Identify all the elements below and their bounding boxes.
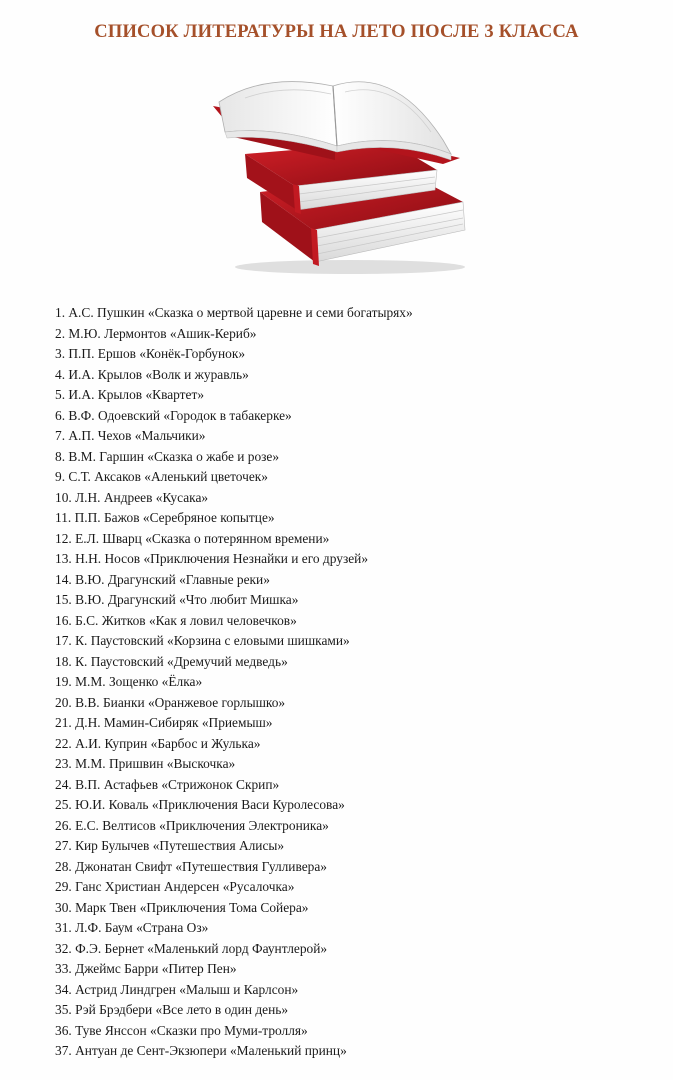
list-item: 20. В.В. Бианки «Оранжевое горлышко» bbox=[55, 694, 286, 710]
list-item: 26. Е.С. Велтисов «Приключения Электроника» bbox=[55, 817, 329, 833]
list-item: 32. Ф.Э. Бернет «Маленький лорд Фаунтлерой» bbox=[55, 940, 328, 956]
page-title: СПИСОК ЛИТЕРАТУРЫ НА ЛЕТО ПОСЛЕ 3 КЛАССА bbox=[94, 22, 579, 42]
list-item: 10. Л.Н. Андреев «Кусака» bbox=[55, 489, 209, 505]
list-item: 28. Джонатан Свифт «Путешествия Гулливера» bbox=[55, 858, 327, 874]
list-item: 8. В.М. Гаршин «Сказка о жабе и розе» bbox=[55, 448, 280, 464]
list-item: 35. Рэй Брэдбери «Все лето в один день» bbox=[55, 1002, 289, 1017]
literature-list bbox=[55, 303, 413, 1062]
stack-of-books-icon bbox=[205, 62, 475, 277]
list-item: 27. Кир Булычев «Путешествия Алисы» bbox=[55, 838, 285, 853]
list-item: 29. Ганс Христиан Андерсен «Русалочка» bbox=[55, 879, 295, 894]
list-item: 9. С.Т. Аксаков «Аленький цветочек» bbox=[55, 469, 268, 484]
list-item: 30. Марк Твен «Приключения Тома Сойера» bbox=[55, 899, 309, 915]
list-item: 16. Б.С. Житков «Как я ловил человечков» bbox=[55, 612, 297, 628]
list-item: 34. Астрид Линдгрен «Малыш и Карлсон» bbox=[55, 981, 299, 997]
list-item: 3. П.П. Ершов «Конёк-Горбунок» bbox=[55, 346, 246, 361]
list-item: 5. И.А. Крылов «Квартет» bbox=[55, 387, 205, 402]
list-item: 1. А.С. Пушкин «Сказка о мертвой царевне и семи богатырях» bbox=[55, 305, 413, 320]
list-item: 14. В.Ю. Драгунский «Главные реки» bbox=[55, 571, 270, 587]
list-item: 13. Н.Н. Носов «Приключения Незнайки и его друзей» bbox=[55, 551, 369, 566]
list-item: 11. П.П. Бажов «Серебряное копытце» bbox=[55, 510, 275, 525]
list-item: 23. М.М. Пришвин «Выскочка» bbox=[55, 756, 236, 771]
list-item: 6. В.Ф. Одоевский «Городок в табакерке» bbox=[55, 407, 292, 423]
list-item: 4. И.А. Крылов «Волк и журавль» bbox=[55, 366, 249, 382]
list-item: 12. Е.Л. Шварц «Сказка о потерянном времени» bbox=[55, 530, 330, 546]
list-item: 18. К. Паустовский «Дремучий медведь» bbox=[55, 653, 288, 669]
list-item: 7. А.П. Чехов «Мальчики» bbox=[55, 428, 206, 443]
list-item: 19. М.М. Зощенко «Ёлка» bbox=[55, 674, 203, 689]
list-item: 17. К. Паустовский «Корзина с еловыми шишками» bbox=[55, 633, 350, 648]
list-item: 33. Джеймс Барри «Питер Пен» bbox=[55, 961, 237, 976]
list-item: 15. В.Ю. Драгунский «Что любит Мишка» bbox=[55, 592, 299, 607]
list-item: 22. А.И. Куприн «Барбос и Жулька» bbox=[55, 735, 261, 751]
list-item: 25. Ю.И. Коваль «Приключения Васи Куролесова» bbox=[55, 797, 345, 812]
list-item: 36. Туве Янссон «Сказки про Муми-тролля» bbox=[55, 1022, 308, 1038]
list-item: 21. Д.Н. Мамин-Сибиряк «Приемыш» bbox=[55, 715, 273, 730]
list-item: 24. В.П. Астафьев «Стрижонок Скрип» bbox=[55, 776, 280, 792]
list-item: 37. Антуан де Сент-Экзюпери «Маленький принц» bbox=[55, 1043, 347, 1058]
list-item: 31. Л.Ф. Баум «Страна Оз» bbox=[55, 920, 209, 935]
list-item: 2. М.Ю. Лермонтов «Ашик-Кериб» bbox=[55, 325, 257, 341]
